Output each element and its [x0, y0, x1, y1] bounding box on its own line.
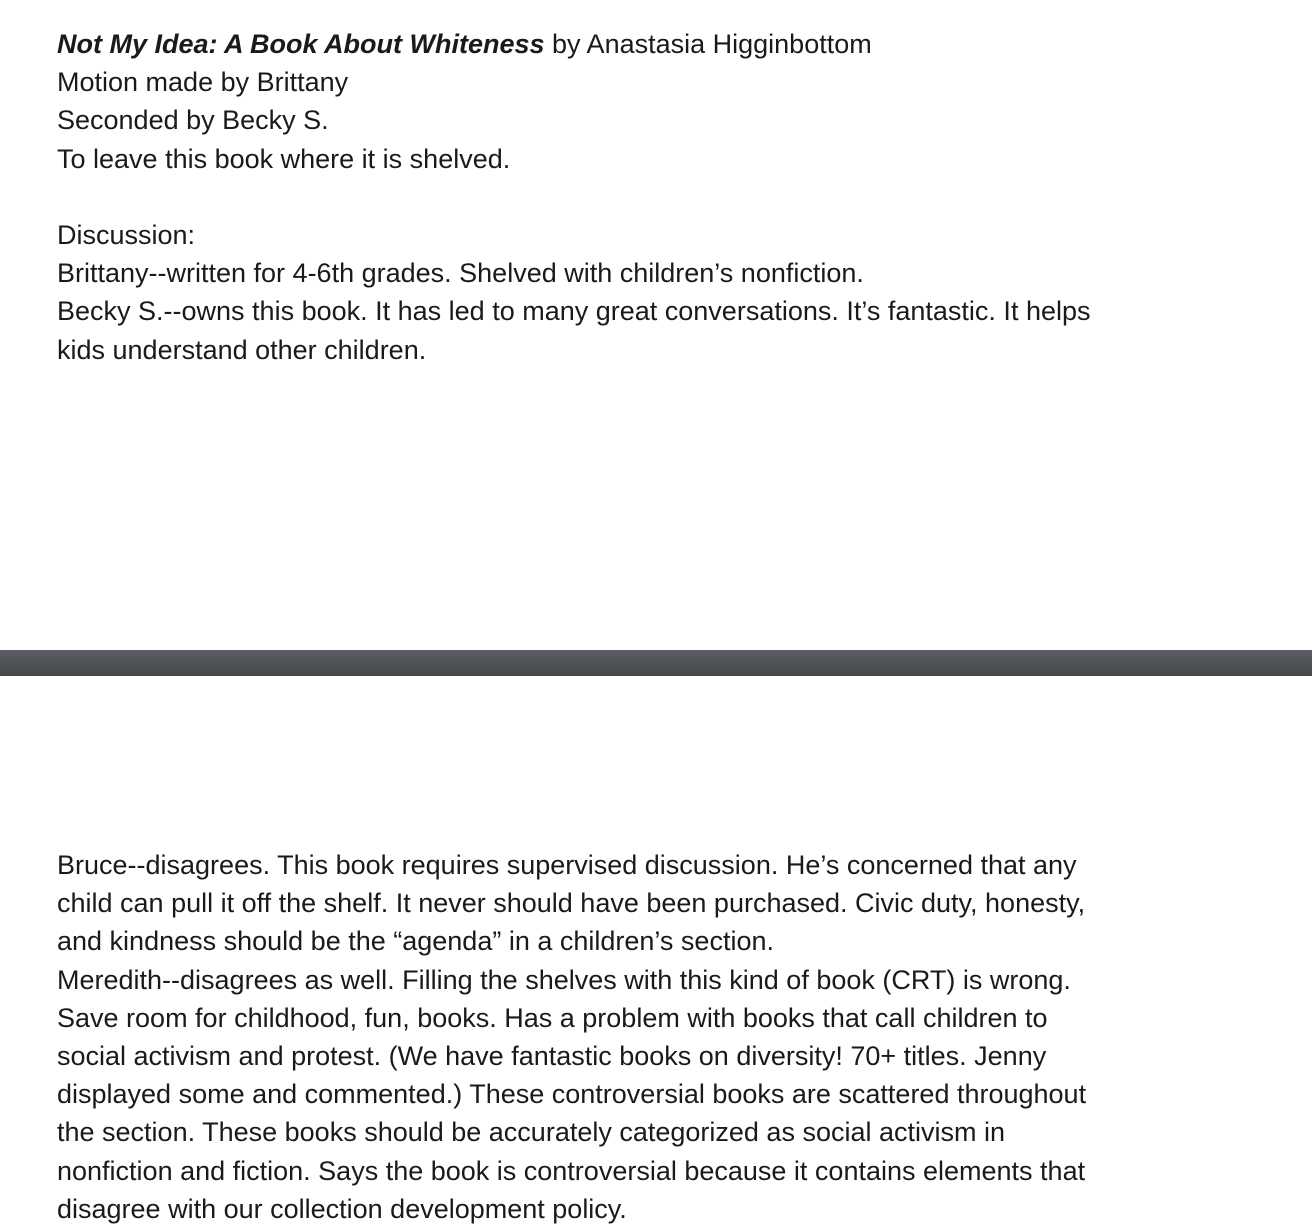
meredith-comment	[57, 961, 1217, 1228]
seconded-line: Seconded by Becky S.	[57, 105, 329, 136]
discussion-label: Discussion:	[57, 220, 196, 250]
book-title: Not My Idea: A Book About Whiteness	[57, 29, 545, 59]
meredith-comment-line: Meredith--disagrees as well. Filling the shelves with this kind of book (CRT) is wrong.	[57, 964, 1071, 995]
page-1-content	[57, 25, 1217, 369]
action-line: To leave this book where it is shelved.	[57, 143, 511, 174]
bruce-comment-line: and kindness should be the “agenda” in a children’s section.	[57, 926, 774, 957]
meredith-comment-line: social activism and protest. (We have fantastic books on diversity! 70+ titles. Jenny	[57, 1041, 1047, 1072]
blank-line	[57, 178, 1217, 216]
becky-comment	[57, 292, 1217, 368]
meredith-comment-line: nonfiction and fiction. Says the book is controversial because it contains elements that	[57, 1155, 1086, 1186]
book-author: by Anastasia Higginbottom	[552, 29, 872, 59]
meredith-comment-line: displayed some and commented.) These controversial books are scattered throughout	[57, 1079, 1087, 1110]
meredith-comment-line: the section. These books should be accurately categorized as social activism in	[57, 1117, 1006, 1148]
becky-comment-line: kids understand other children.	[57, 334, 427, 365]
motion-line: Motion made by Brittany	[57, 67, 349, 98]
bruce-comment-line: Bruce--disagrees. This book requires supervised discussion. He’s concerned that any	[57, 850, 1077, 880]
book-heading	[57, 25, 1217, 63]
bruce-comment	[57, 846, 1217, 961]
becky-comment-line: Becky S.--owns this book. It has led to many great conversations. It’s fantastic. It helps	[57, 296, 1091, 327]
meredith-comment-line: Save room for childhood, fun, books. Has a problem with books that call children to	[57, 1002, 1048, 1033]
page-separator	[0, 650, 1312, 676]
page-2-content	[57, 846, 1217, 1228]
brittany-comment: Brittany--written for 4-6th grades. Shelved with children’s nonfiction.	[57, 258, 864, 289]
bruce-comment-line: child can pull it off the shelf. It never should have been purchased. Civic duty, honesty,	[57, 888, 1086, 919]
meredith-comment-line: disagree with our collection development policy.	[57, 1193, 627, 1224]
